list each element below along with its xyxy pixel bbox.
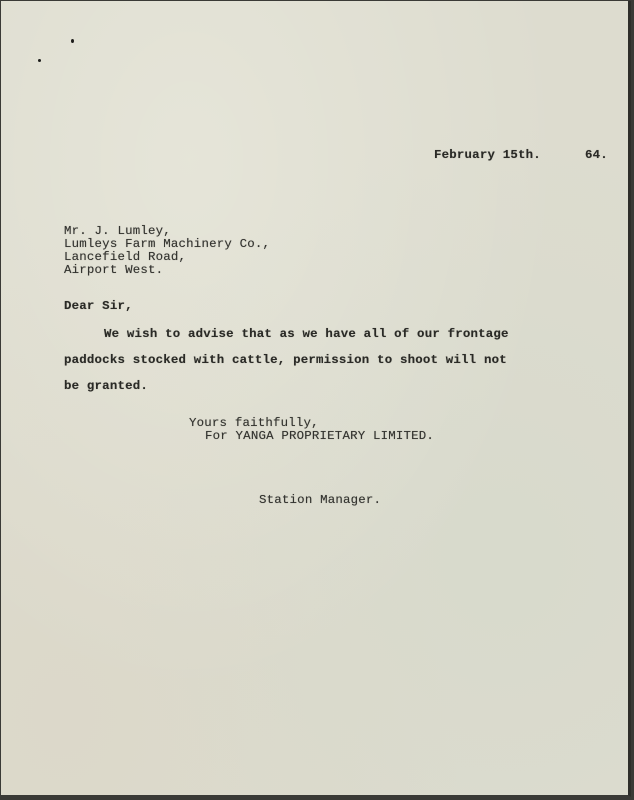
closing-company: For YANGA PROPRIETARY LIMITED. bbox=[205, 429, 435, 443]
body-line-3: be granted. bbox=[64, 379, 148, 393]
letter-page bbox=[1, 1, 631, 797]
recipient-locality: Airport West. bbox=[64, 263, 164, 277]
recipient-company: Lumleys Farm Machinery Co., bbox=[64, 237, 271, 251]
salutation: Dear Sir, bbox=[64, 299, 133, 313]
body-line-2: paddocks stocked with cattle, permission to shoot will not bbox=[64, 353, 507, 367]
ink-speck bbox=[71, 39, 74, 43]
date-year: 64. bbox=[585, 148, 608, 162]
ink-speck bbox=[38, 59, 41, 62]
recipient-name: Mr. J. Lumley, bbox=[64, 224, 171, 238]
body-line-1: We wish to advise that as we have all of our frontage bbox=[104, 327, 509, 341]
valediction: Yours faithfully, bbox=[189, 416, 319, 430]
recipient-street: Lancefield Road, bbox=[64, 250, 187, 264]
signatory-title: Station Manager. bbox=[259, 493, 382, 507]
date-month-day: February 15th. bbox=[434, 148, 541, 162]
